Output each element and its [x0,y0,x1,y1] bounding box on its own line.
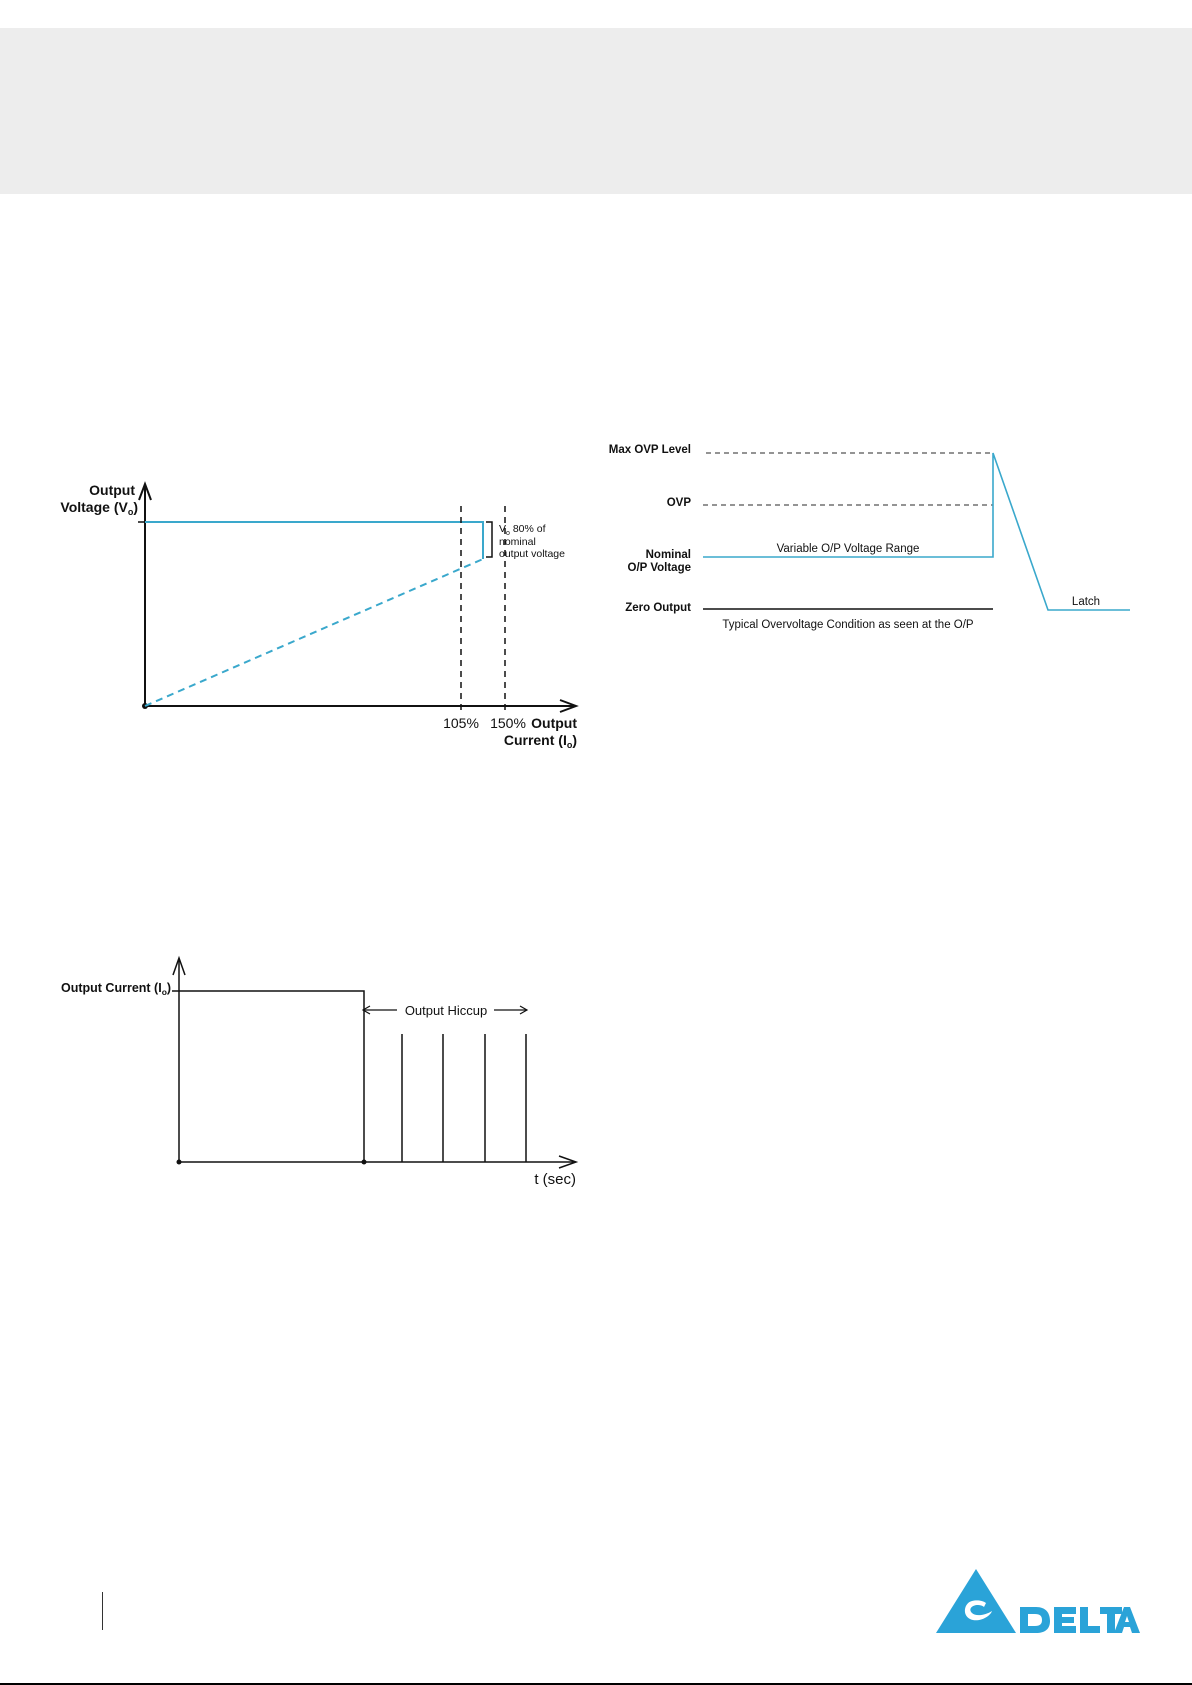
y-label-line1: Output [89,482,135,498]
delta-logo [934,1567,1140,1635]
nominal-label-line1: Nominal [645,549,691,561]
hiccup-y-label: Output Current $(I_o)$ [61,981,172,997]
latch-label: Latch [1071,596,1101,608]
ovp-caption: Typical Overvoltage Condition as seen at the O/P [722,619,974,631]
footer-rule [102,1592,103,1630]
x-label-line2: Current $(I_o)$ [503,732,577,750]
max-ovp-label: Max OVP Level [608,444,691,456]
nominal-label-line2: O/P Voltage [627,562,691,574]
hiccup-label: Output Hiccup [404,1003,488,1018]
delta-logo-icon [936,1569,1016,1633]
hiccup-origin-dot [177,1160,182,1165]
hiccup-x-label: t (sec) [534,1171,576,1188]
tick-150: 150% [490,715,526,731]
range-label: Variable O/P Voltage Range [776,543,920,555]
note-line1: $V_o$ 80% of [499,523,546,537]
ovp-label: OVP [666,497,691,509]
y-label-line2: Voltage $(V_o)$ [60,499,138,517]
tick-105: 105% [443,715,479,731]
normal-current-trace [179,991,364,1162]
zero-output-label: Zero Output [625,602,691,614]
note-line3: output voltage [499,548,565,560]
delta-logo-wordmark [1020,1607,1140,1633]
note-line2: nominal [499,536,536,548]
x-label-line1: Output [531,715,577,731]
